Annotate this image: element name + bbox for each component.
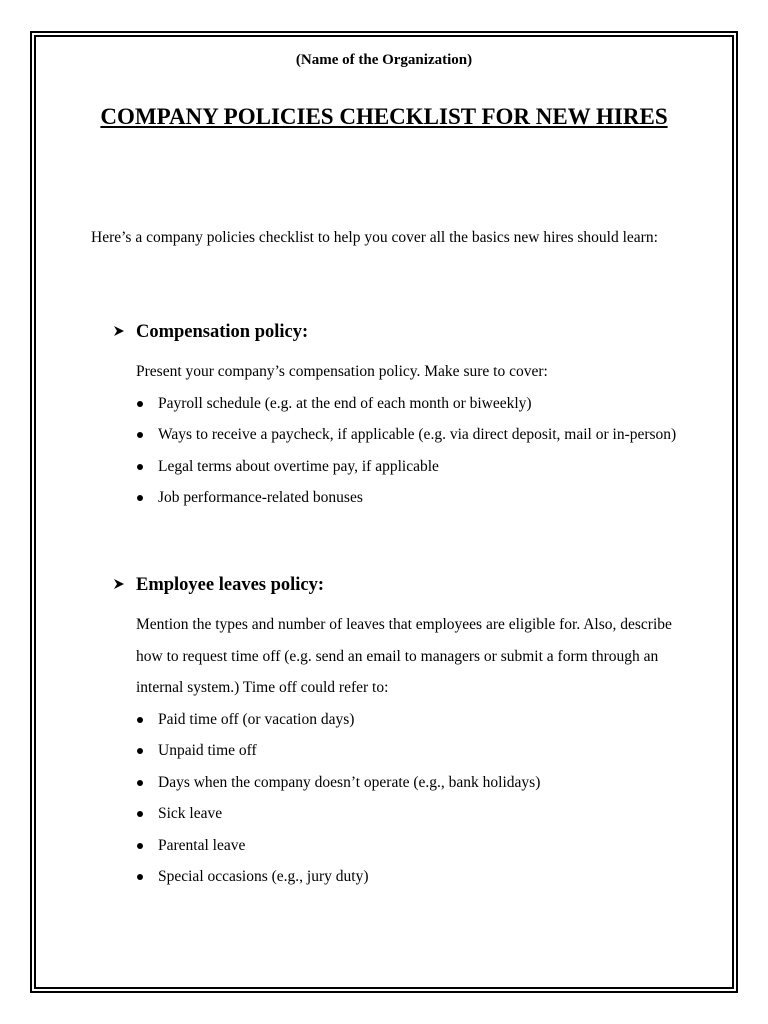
section-heading: [112, 320, 702, 348]
bullet-icon: [137, 432, 143, 438]
bullet-list: [136, 704, 702, 893]
section-employee-leaves-policy: [112, 573, 702, 893]
intro-paragraph: Here’s a company policies checklist to help you cover all the basics new hires should learn:: [91, 229, 658, 246]
bullet-icon: [137, 495, 143, 501]
list-item: [136, 861, 702, 893]
arrow-right-icon: [112, 577, 126, 591]
list-item-text: Days when the company doesn’t operate (e.g., bank holidays): [158, 773, 541, 791]
bullet-icon: [137, 811, 143, 817]
list-item: [136, 704, 702, 736]
list-item: [136, 388, 702, 420]
list-item-text: Sick leave: [158, 805, 223, 822]
list-item-text: Unpaid time off: [158, 742, 257, 759]
section-title: Employee leaves policy:: [136, 575, 325, 595]
list-item-text: Job performance-related bonuses: [158, 489, 363, 506]
list-item: [136, 482, 702, 514]
bullet-icon: [137, 464, 143, 470]
list-item: [136, 451, 702, 483]
bullet-list: [136, 388, 702, 514]
arrow-right-icon: [112, 324, 126, 338]
list-item: [136, 798, 702, 830]
bullet-icon: [137, 717, 143, 723]
section-description: Mention the types and number of leaves that employees are eligible for. Also, describe how to request time off (e.g. send an email to managers or submit a form through an internal system.) Time off could refer to:: [136, 616, 672, 696]
bullet-icon: [137, 748, 143, 754]
list-item: [136, 830, 702, 862]
list-item-text: Legal terms about overtime pay, if applicable: [158, 457, 439, 475]
list-item: [136, 767, 702, 799]
document-title: COMPANY POLICIES CHECKLIST FOR NEW HIRES: [100, 104, 668, 129]
list-item-text: Parental leave: [158, 836, 246, 854]
section-heading: [112, 573, 702, 601]
list-item: [136, 735, 702, 767]
bullet-icon: [137, 874, 143, 880]
bullet-icon: [137, 843, 143, 849]
section-description: Present your company’s compensation policy. Make sure to cover:: [136, 363, 548, 380]
list-item-text: Ways to receive a paycheck, if applicable (e.g. via direct deposit, mail or in-person): [158, 426, 677, 443]
list-item-text: Special occasions (e.g., jury duty): [158, 868, 369, 885]
bullet-icon: [137, 401, 143, 407]
section-title: Compensation policy:: [136, 322, 309, 342]
section-compensation-policy: [112, 320, 702, 514]
list-item: [136, 419, 702, 451]
list-item-text: Paid time off (or vacation days): [158, 710, 355, 728]
organization-name: (Name of the Organization): [295, 52, 473, 68]
list-item-text: Payroll schedule (e.g. at the end of each month or biweekly): [158, 394, 532, 412]
bullet-icon: [137, 780, 143, 786]
